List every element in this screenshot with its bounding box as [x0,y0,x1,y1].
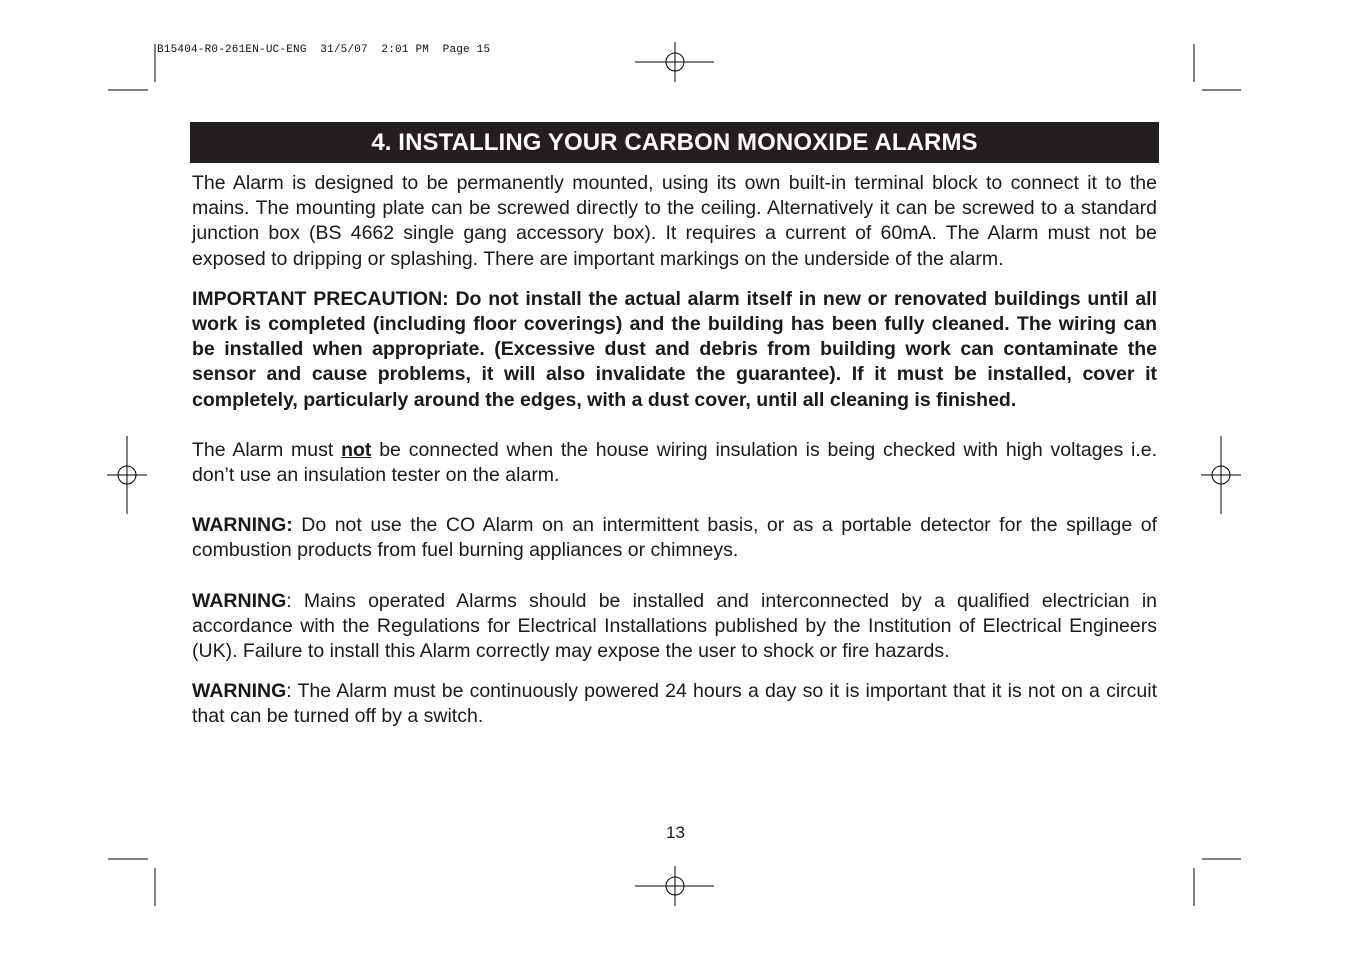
warning-text: : Mains operated Alarms should be installed and interconnected by a qualified electrician in accordance with the Regulations for Electrical Installations published by the Institution of Electrical Engineers (UK). Failure to install this Alarm correctly may expose the user to shock or fire hazards. [192,589,1157,663]
warning-label: WARNING: [192,514,293,537]
p3-emphasis-not: not [341,438,372,461]
paragraph-warning-power [192,679,1157,729]
section-title: 4. INSTALLING YOUR CARBON MONOXIDE ALARMS [371,128,978,156]
paragraph-insulation-test [192,438,1157,488]
registration-mark-bottom [635,866,714,906]
p3-text-b: be connected when the house wiring insulation is being checked with high voltages i.e. don’t use an insulation tester on the alarm. [192,438,1157,487]
section-title-bar [190,122,1159,163]
paragraph-mounting: The Alarm is designed to be permanently mounted, using its own built-in terminal block to connect it to the mains. The mounting plate can be screwed directly to the ceiling. Alternatively it can be screwed to a standard junction box (BS 4662 single gang accessory box). It requires a current of 60mA. The Alarm must not be exposed to dripping or splashing. There are important markings on the underside of the alarm. [192,172,1157,270]
warning-label: WARNING [192,680,287,703]
warning-text: : The Alarm must be continuously powered 24 hours a day so it is important that it is not on a circuit that can be turned off by a switch. [192,680,1157,728]
paragraph-warning-intermittent [192,513,1157,563]
paragraph-important-precaution: IMPORTANT PRECAUTION: Do not install the actual alarm itself in new or renovated buildings until all work is completed (including floor coverings) and the building has been fully cleaned. The wiring can be installed when appropriate. (Excessive dust and debris from building work can contaminate the sensor and cause problems, it will also invalidate the guarantee). If it must be installed, cover it completely, particularly around the edges, with a dust cover, until all cleaning is finished. [192,287,1157,411]
page-number: 13 [666,823,685,842]
paragraph-warning-electrician [192,589,1157,665]
warning-label: WARNING [192,589,287,612]
document-body [192,171,1157,730]
printer-slug: B15404-R0-261EN-UC-ENG 31/5/07 2:01 PM Page 15 [157,44,491,56]
registration-mark-left [107,436,147,514]
registration-mark-right [1201,436,1241,514]
registration-mark-top [635,42,714,82]
warning-text: Do not use the CO Alarm on an intermittent basis, or as a portable detector for the spillage of combustion products from fuel burning appliances or chimneys. [192,514,1157,562]
p3-text-a: The Alarm must [192,438,342,461]
